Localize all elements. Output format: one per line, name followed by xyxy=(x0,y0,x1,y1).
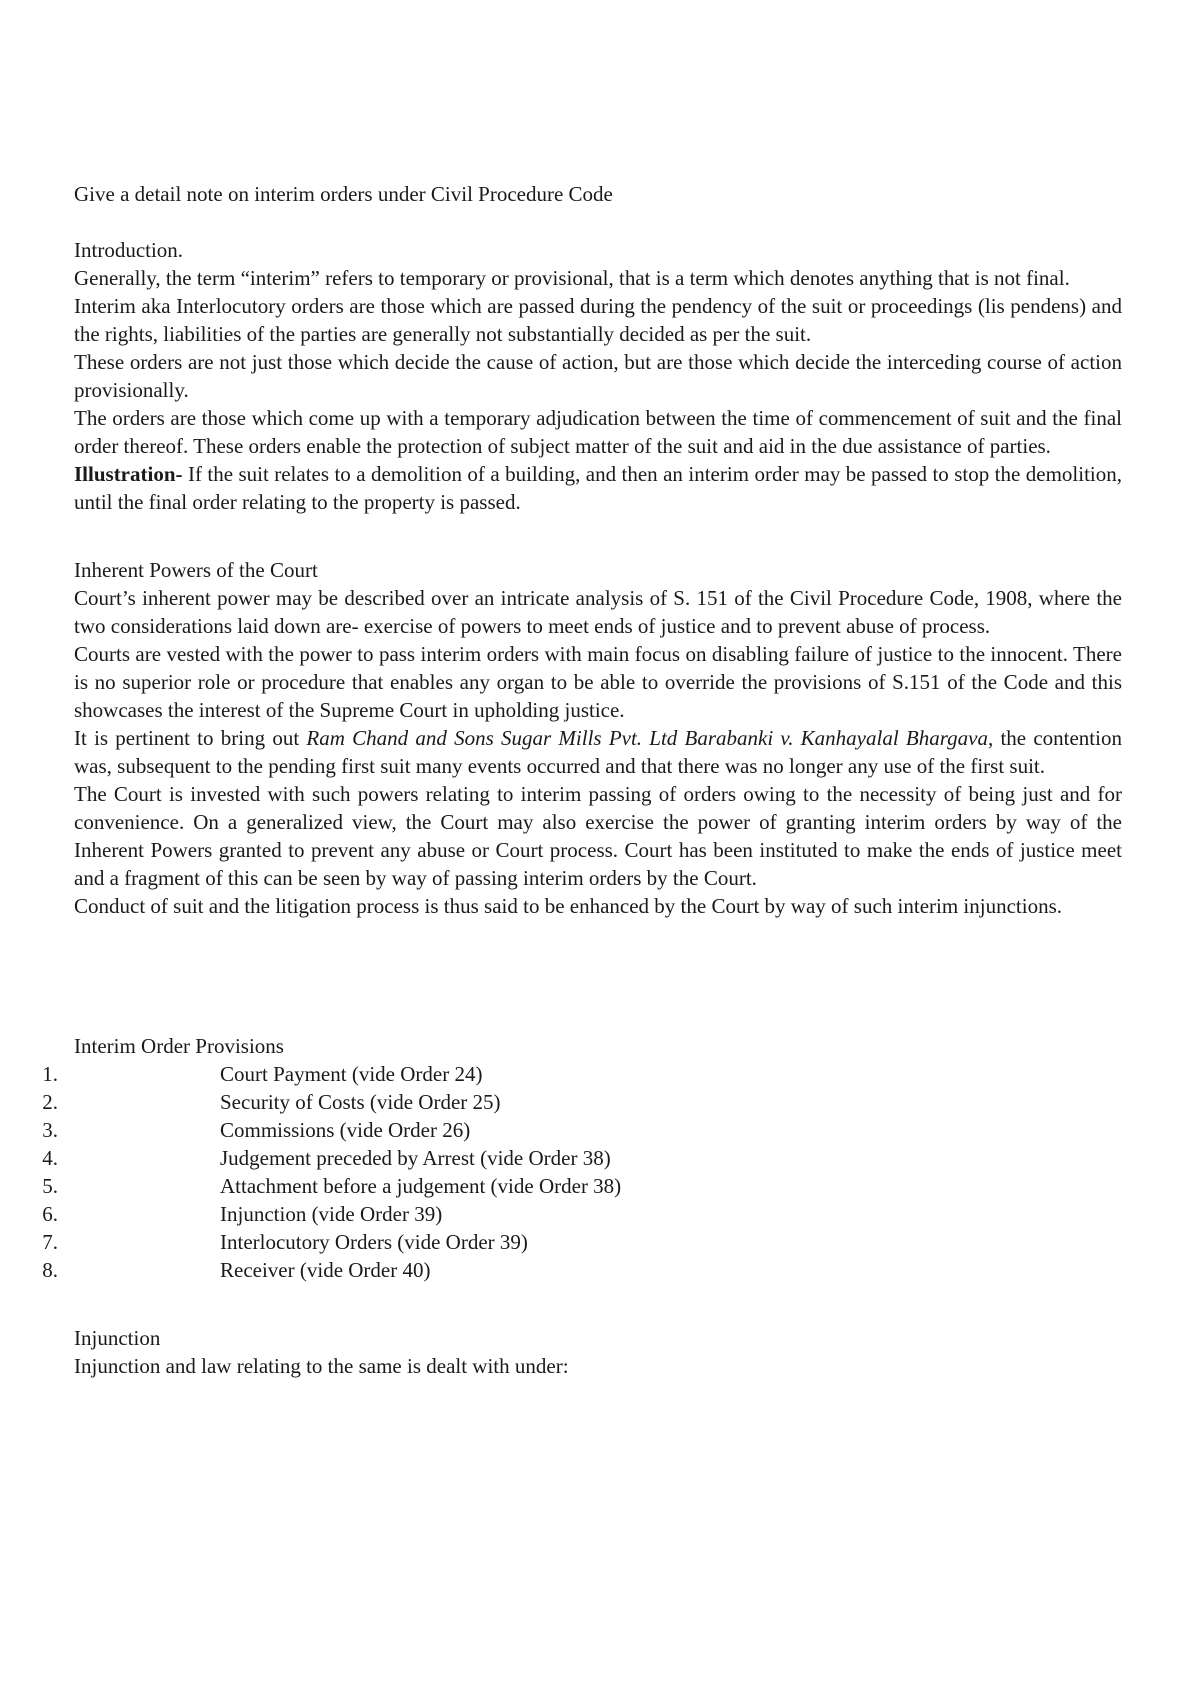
intro-paragraph: These orders are not just those which decide the cause of action, but are those which decide the interceding course of action provisionally. xyxy=(74,350,1122,402)
provisions-list xyxy=(42,1060,1122,1284)
list-number: 6. xyxy=(42,1202,58,1226)
intro-paragraph: Generally, the term “interim” refers to temporary or provisional, that is a term which denotes anything that is not final. xyxy=(74,266,1070,290)
introduction-heading: Introduction. xyxy=(74,238,184,262)
list-item-text: Court Payment (vide Order 24) xyxy=(220,1062,483,1086)
list-item-text: Commissions (vide Order 26) xyxy=(220,1118,471,1142)
illustration-paragraph xyxy=(74,460,1122,516)
inherent-paragraph: Courts are vested with the power to pass interim orders with main focus on disabling failure of justice to the innocent. There is no superior role or procedure that enables any organ to be able to override the provisions of S.151 of the Code and this showcases the interest of the Supreme Court in upholding justice. xyxy=(74,642,1122,722)
list-number: 8. xyxy=(42,1258,58,1282)
injunction-text: Injunction and law relating to the same is dealt with under: xyxy=(74,1354,569,1378)
list-item-text: Security of Costs (vide Order 25) xyxy=(220,1090,501,1114)
list-number: 4. xyxy=(42,1146,58,1170)
document-title: Give a detail note on interim orders under Civil Procedure Code xyxy=(74,182,613,206)
list-number: 3. xyxy=(42,1118,58,1142)
case-rest: , the contention was, subsequent to the pending first suit many events occurred and that there was no longer any use of the first suit. xyxy=(74,726,1122,778)
illustration-text: If the suit relates to a demolition of a building, and then an interim order may be passed to stop the demolition, until the final order relating to the property is passed. xyxy=(74,462,1122,514)
list-number: 7. xyxy=(42,1230,58,1254)
document-body xyxy=(42,180,1122,1380)
list-item xyxy=(42,1060,1122,1088)
list-number: 1. xyxy=(42,1062,58,1086)
illustration-label: Illustration- xyxy=(74,462,183,486)
list-item xyxy=(42,1144,1122,1172)
list-number: 2. xyxy=(42,1090,58,1114)
list-item xyxy=(42,1228,1122,1256)
list-number: 5. xyxy=(42,1174,58,1198)
case-paragraph xyxy=(74,724,1122,780)
intro-paragraph: Interim aka Interlocutory orders are those which are passed during the pendency of the suit or proceedings (lis pendens) and the rights, liabilities of the parties are generally not substantially decided as per the suit. xyxy=(74,294,1122,346)
injunction-heading: Injunction xyxy=(74,1326,161,1350)
list-item xyxy=(42,1200,1122,1228)
list-item xyxy=(42,1088,1122,1116)
inherent-paragraph: Conduct of suit and the litigation process is thus said to be enhanced by the Court by way of such interim injunctions. xyxy=(74,894,1063,918)
list-item-text: Judgement preceded by Arrest (vide Order 38) xyxy=(220,1146,611,1170)
list-item-text: Interlocutory Orders (vide Order 39) xyxy=(220,1230,528,1254)
inherent-powers-heading: Inherent Powers of the Court xyxy=(74,558,318,582)
list-item-text: Attachment before a judgement (vide Order 38) xyxy=(220,1174,622,1198)
case-intro: It is pertinent to bring out xyxy=(74,726,307,750)
case-name: Ram Chand and Sons Sugar Mills Pvt. Ltd Barabanki v. Kanhayalal Bhargava xyxy=(306,726,988,750)
list-item xyxy=(42,1256,1122,1284)
list-item xyxy=(42,1172,1122,1200)
list-item xyxy=(42,1116,1122,1144)
provisions-heading: Interim Order Provisions xyxy=(74,1034,284,1058)
list-item-text: Receiver (vide Order 40) xyxy=(220,1258,431,1282)
inherent-paragraph: Court’s inherent power may be described over an intricate analysis of S. 151 of the Civil Procedure Code, 1908, where the two considerations laid down are- exercise of powers to meet ends of justice and to prevent abuse of process. xyxy=(74,586,1122,638)
intro-paragraph: The orders are those which come up with a temporary adjudication between the time of commencement of suit and the final order thereof. These orders enable the protection of subject matter of the suit and aid in the due assistance of parties. xyxy=(74,406,1122,458)
list-item-text: Injunction (vide Order 39) xyxy=(220,1202,443,1226)
inherent-paragraph: The Court is invested with such powers relating to interim passing of orders owing to the necessity of being just and for convenience. On a generalized view, the Court may also exercise the power of granting interim orders by way of the Inherent Powers granted to prevent any abuse or Court process. Court has been instituted to make the ends of justice meet and a fragment of this can be seen by way of passing interim orders by the Court. xyxy=(74,782,1122,890)
